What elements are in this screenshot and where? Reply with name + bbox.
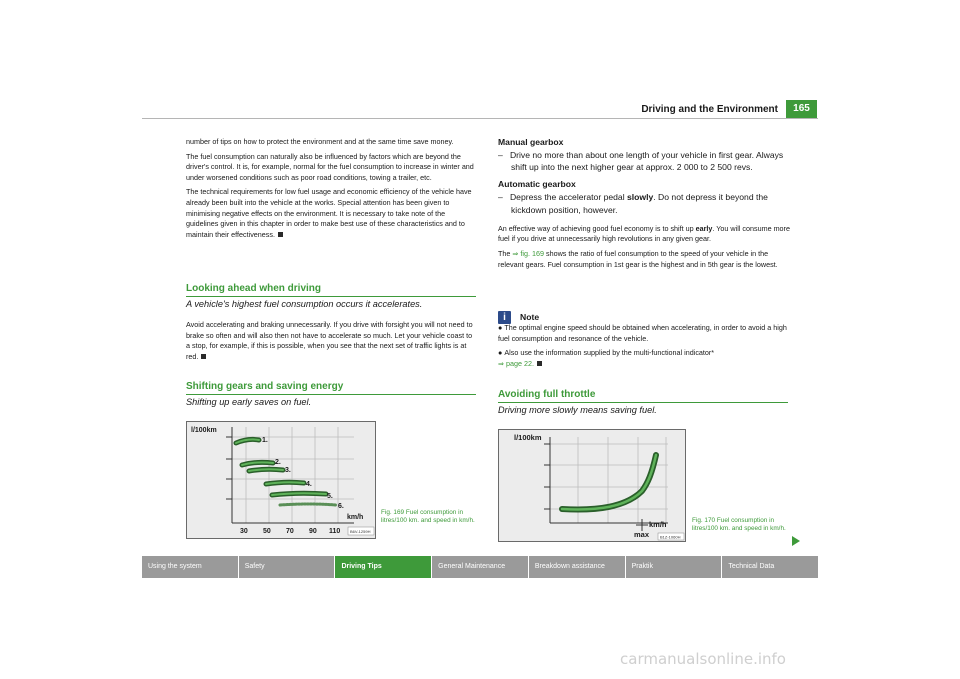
end-mark-icon [201,354,206,359]
chart-y-label: l/100km [191,427,217,434]
nav-tab-using-the-system[interactable]: Using the system [142,556,239,578]
tick-label: 70 [286,528,294,535]
nav-tab-general-maintenance[interactable]: General Maintenance [432,556,529,578]
note-body: ● The optimal engine speed should be obtained when accelerating, in order to avoid a high fuel consumption and resonance of the vehicle. ● Also use the information supplied by the multi-functional indicator* ⇒ page 22. [498,323,787,368]
gear-label: 4. [306,481,312,488]
nav-tab-driving-tips[interactable]: Driving Tips [335,556,432,578]
page-header-title: Driving and the Environment [641,104,778,115]
section-body: Avoid accelerating and braking unnecessarily. If you drive with forsight you will not need to brake so often and will also then not have to accelerate so much. Let your vehicle coast to a stop, for example, if this is possible, when you see that the next set of traffic lights is at red. [186,320,473,361]
intro-paragraph: The technical requirements for low fuel usage and economic efficiency of the vehicle have already been built into the vehicle at the works. Special attention has been given to minimising negative effects on the environment. It is necessary to take note of the guidelines given in this chapter in order to make best use of these characteristics and to maintain their effectiveness. [186,187,472,239]
shift-early-paragraph: An effective way of achieving good fuel economy is to shift up early. You will consume more fuel if you drive at unnecessarily high revolutions in any given gear. The ⇒ fig. 169 shows the ratio of fuel consumption to the speed of your vehicle in the relevant gears. Fuel consumption in 1st gear is the highest and in 5th gear is the lowest. [498,223,790,269]
section-subtitle: A vehicle's highest fuel consumption occurs it accelerates. [186,299,423,309]
left-column [186,137,476,244]
automatic-gearbox-heading: Automatic gearbox [498,179,576,190]
tick-label: 50 [263,528,271,535]
section-title-looking-ahead: Looking ahead when driving [186,283,322,294]
chart-x-label: km/h [649,520,667,529]
gear-label: 2. [275,459,281,466]
end-mark-icon [537,361,542,366]
section-subtitle: Shifting up early saves on fuel. [186,397,312,407]
page-number: 165 [786,100,817,118]
figure-code: B6V-1259H [350,529,371,534]
nav-tab-technical-data[interactable]: Technical Data [728,563,775,570]
tick-label: 30 [240,528,248,535]
page-22-link[interactable]: ⇒ page 22. [498,358,534,368]
nav-tab-praktik[interactable]: Praktik [626,556,723,578]
nav-tab-breakdown-assistance[interactable]: Breakdown assistance [529,556,626,578]
tick-label: 110 [329,528,341,535]
figure-169-caption: Fig. 169 Fuel consumption in litres/100 km. and speed in km/h. [381,509,475,524]
end-mark-icon [278,232,283,237]
chapter-nav-bar [142,556,818,578]
section-title-shifting-gears: Shifting gears and saving energy [186,381,344,392]
chart-y-label: l/100km [514,433,542,442]
chart-max-label: max [634,530,650,539]
section-divider [498,402,788,403]
gear-label: 5. [327,493,333,500]
nav-tab-safety[interactable]: Safety [239,556,336,578]
right-column [498,137,790,274]
header-divider [142,118,818,119]
gear-label: 3. [285,467,291,474]
automatic-gearbox-item: – Depress the accelerator pedal slowly. Do not depress it beyond the kickdown position, however. [498,192,768,215]
watermark-text: carmanualsonline.info [620,650,786,668]
section-title-full-throttle: Avoiding full throttle [498,389,596,400]
tick-label: 90 [309,528,317,535]
fig-169-link[interactable]: ⇒ fig. 169 [512,249,544,258]
next-page-arrow-icon[interactable] [792,536,800,546]
figure-170-caption: Fig. 170 Fuel consumption in litres/100 km. and speed in km/h. [692,517,786,532]
figure-code: B1Z-1060H [660,534,681,540]
chart-x-label: km/h [347,514,364,521]
figure-169 [186,421,376,539]
intro-paragraph: The fuel consumption can naturally also be influenced by factors which are beyond the driver's control. It is, for example, normal for the fuel consumption to increase in winter and under worsened conditions such as poor road conditions, towing a trailer, etc. [186,151,474,182]
manual-gearbox-heading: Manual gearbox [498,137,564,147]
figure-170 [498,429,686,542]
gear-label: 1. [262,437,268,444]
info-note-icon: i [498,311,511,324]
note-title: Note [520,312,540,322]
fuel-speed-chart-image [498,429,686,542]
manual-gearbox-item: – Drive no more than about one length of your vehicle in first gear. Always shift up into the next higher gear at approx. 2 000 to 2 500 revs. [498,150,784,173]
intro-paragraph: number of tips on how to protect the environment and at the same time save money. [186,137,454,146]
section-divider [186,296,476,297]
section-subtitle: Driving more slowly means saving fuel. [498,405,657,415]
section-divider [186,394,476,395]
gear-label: 6. [338,503,344,510]
fuel-gear-chart-image [186,421,376,539]
